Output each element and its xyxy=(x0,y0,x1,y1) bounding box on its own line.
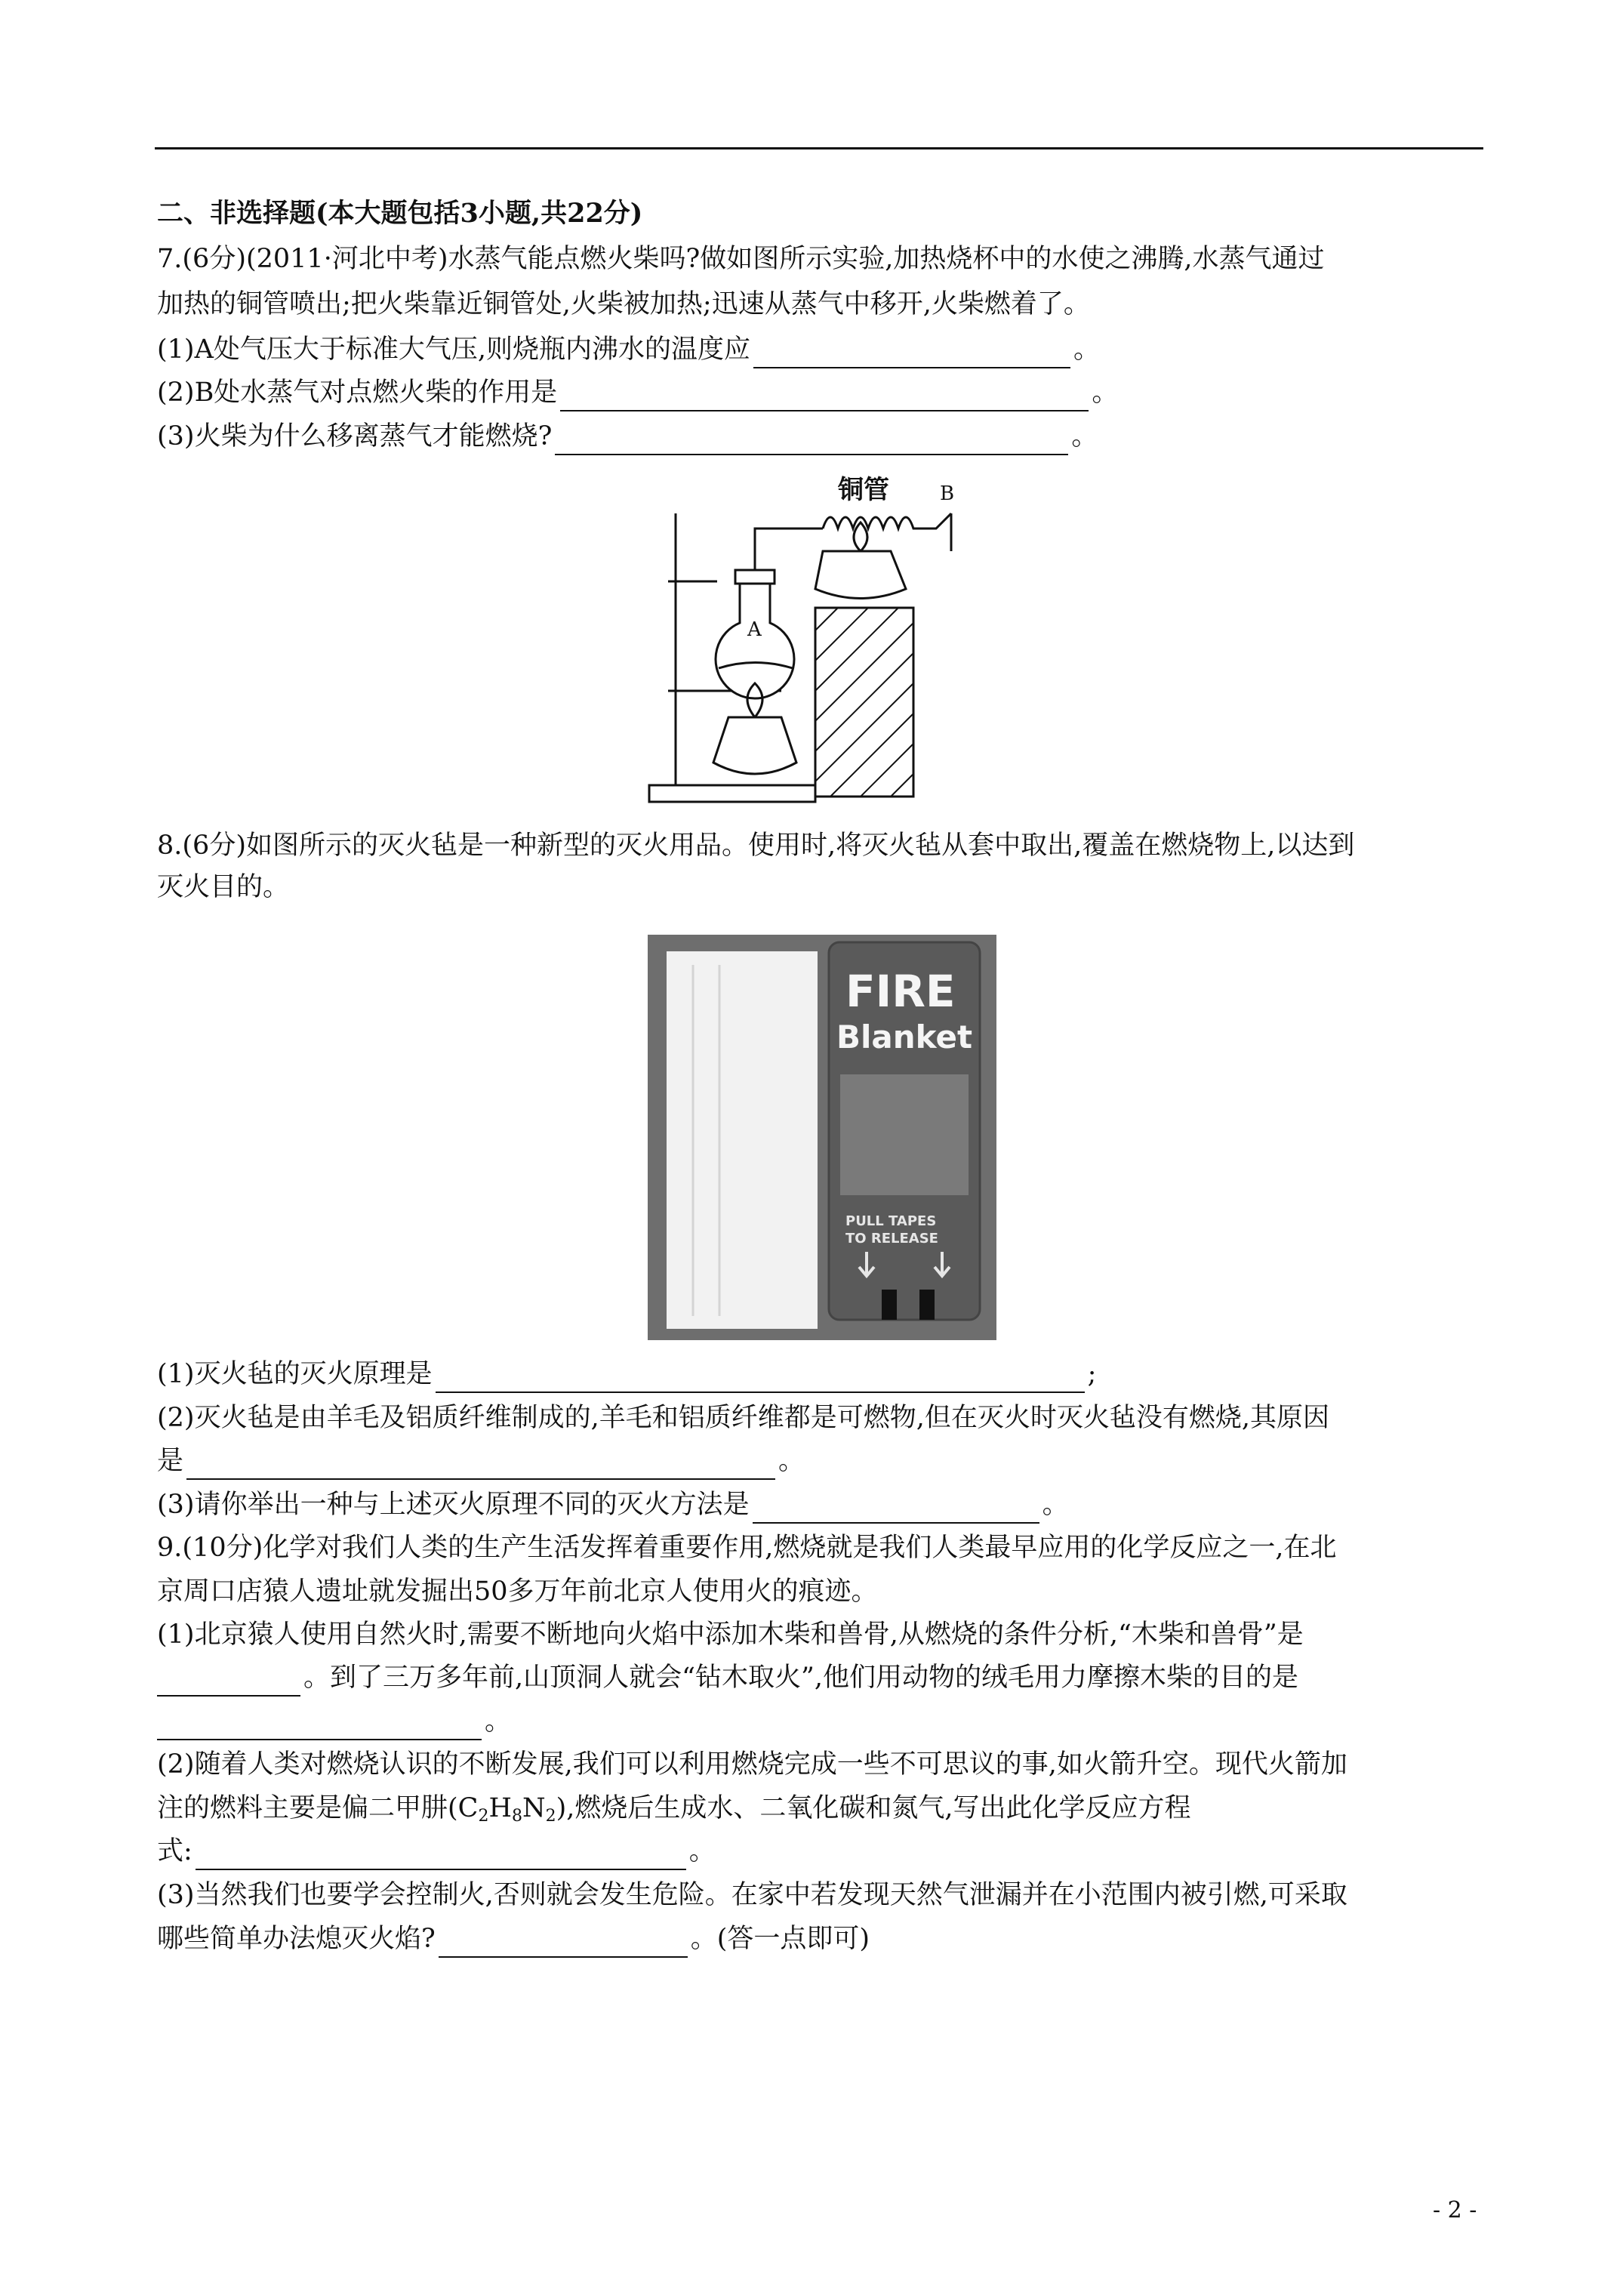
q8-sub2-blank[interactable] xyxy=(186,1450,775,1480)
q7-sub1-text: (1)A处气压大于标准大气压,则烧瓶内沸水的温度应 xyxy=(157,334,750,365)
q9-sub2-line3 xyxy=(157,1832,716,1870)
q7-sub2-blank[interactable] xyxy=(560,381,1089,411)
q7-sub3-end: 。 xyxy=(1071,421,1098,451)
q9-sub3-blank[interactable] xyxy=(439,1928,688,1958)
q9-sub1-line3 xyxy=(157,1703,511,1740)
label-b: B xyxy=(940,482,955,505)
q8-sub3-end: 。 xyxy=(1042,1490,1069,1520)
q9-sub3-note: 。(答一点即可) xyxy=(690,1924,870,1954)
q8-fire-blanket-photo xyxy=(648,935,996,1340)
formula-sub-2b: 2 xyxy=(545,1807,556,1826)
q9-sub2-blank[interactable] xyxy=(196,1840,686,1870)
q9-stem-line1: 9.(10分)化学对我们人类的生产生活发挥着重要作用,燃烧就是我们人类最早应用的化学反应之一,在北 xyxy=(157,1533,1337,1563)
q7-sub2-text: (2)B处水蒸气对点燃火柴的作用是 xyxy=(157,378,558,408)
q7-sub3-text: (3)火柴为什么移离蒸气才能燃烧? xyxy=(157,421,553,451)
q9-sub2-line2 xyxy=(157,1789,1191,1835)
q8-sub1-end: ; xyxy=(1087,1359,1097,1389)
formula-sub-8: 8 xyxy=(511,1807,522,1826)
pouch-title-blanket: Blanket xyxy=(836,1019,973,1056)
flame-right xyxy=(854,522,867,551)
q7-sub2 xyxy=(157,374,1118,411)
q7-sub1-end: 。 xyxy=(1073,334,1100,365)
q8-sub3-text: (3)请你举出一种与上述灭火原理不同的灭火方法是 xyxy=(157,1490,750,1520)
q9-sub1-line2-text: 。到了三万多年前,山顶洞人就会“钻木取火”,他们用动物的绒毛用力摩擦木柴的目的是 xyxy=(303,1663,1299,1693)
q9-sub2-line1: (2)随着人类对燃烧认识的不断发展,我们可以利用燃烧完成一些不可思议的事,如火箭升空。现代火箭加 xyxy=(157,1749,1347,1780)
q8-sub1-text: (1)灭火毡的灭火原理是 xyxy=(157,1359,433,1389)
q7-sub3-blank[interactable] xyxy=(555,425,1068,455)
q7-stem-line2: 加热的铜管喷出;把火柴靠近铜管处,火柴被加热;迅速从蒸气中移开,火柴燃着了。 xyxy=(157,289,1090,319)
q8-stem-line2: 灭火目的。 xyxy=(157,872,290,902)
q9-sub1-blank2[interactable] xyxy=(157,1710,482,1740)
formula-n: N xyxy=(522,1793,546,1823)
q8-sub2-line1: (2)灭火毡是由羊毛及铝质纤维制成的,羊毛和铝质纤维都是可燃物,但在灭火时灭火毡没有燃烧,其原因 xyxy=(157,1403,1329,1433)
q8-sub2-end: 。 xyxy=(778,1446,805,1476)
q7-sub3 xyxy=(157,418,1098,455)
q7-apparatus-figure xyxy=(634,468,981,815)
q9-sub3-line1: (3)当然我们也要学会控制火,否则就会发生危险。在家中若发现天然气泄漏并在小范围内被引燃,可采取 xyxy=(157,1880,1347,1910)
section-title: 二、非选择题(本大题包括3小题,共22分) xyxy=(157,198,643,229)
q8-sub3 xyxy=(157,1486,1069,1524)
pull-tape-left xyxy=(882,1290,897,1320)
q8-sub1-blank[interactable] xyxy=(436,1363,1085,1393)
q9-sub1-line1: (1)北京猿人使用自然火时,需要不断地向火焰中添加木柴和兽骨,从燃烧的条件分析,“木柴和兽骨”是 xyxy=(157,1620,1304,1650)
q8-sub2-prefix: 是 xyxy=(157,1446,184,1476)
alcohol-lamp-left xyxy=(713,717,796,774)
q9-sub2-end: 。 xyxy=(688,1836,716,1866)
q8-stem-line1: 8.(6分)如图所示的灭火毡是一种新型的灭火用品。使用时,将灭火毡从套中取出,覆盖在燃烧物上,以达到 xyxy=(157,831,1355,861)
copper-coil xyxy=(823,513,951,529)
page-number: - 2 - xyxy=(1433,2197,1477,2224)
q9-sub2-prefix: 注的燃料主要是偏二甲肼(C xyxy=(157,1793,479,1823)
q9-sub3-prefix: 哪些简单办法熄灭火焰? xyxy=(157,1924,436,1954)
pouch-title-fire: FIRE xyxy=(845,966,956,1017)
formula-sub-2: 2 xyxy=(478,1807,489,1826)
q8-sub3-blank[interactable] xyxy=(753,1493,1039,1524)
pull-tape-right xyxy=(919,1290,935,1320)
q9-sub1-blank1[interactable] xyxy=(157,1666,300,1697)
q7-sub1-blank[interactable] xyxy=(753,338,1070,368)
q7-sub1 xyxy=(157,331,1100,368)
stand-base xyxy=(649,785,815,802)
pouch-release-line2: TO RELEASE xyxy=(845,1231,938,1247)
formula-h: H xyxy=(488,1793,512,1823)
label-copper-tube: 铜管 xyxy=(838,475,889,505)
q8-sub1 xyxy=(157,1355,1096,1393)
alcohol-lamp-right xyxy=(815,551,906,599)
header-rule xyxy=(155,147,1483,149)
q7-stem-line1: 7.(6分)(2011·河北中考)水蒸气能点燃火柴吗?做如图所示实验,加热烧杯中的水使之沸腾,水蒸气通过 xyxy=(157,244,1325,274)
q9-sub1-line2 xyxy=(157,1659,1298,1697)
instruction-panel xyxy=(840,1074,969,1195)
flask-stopper xyxy=(735,570,775,584)
q9-sub3-line2 xyxy=(157,1920,870,1958)
white-blanket xyxy=(667,951,818,1329)
label-a: A xyxy=(747,618,762,641)
glass-tube xyxy=(755,529,823,570)
q8-sub2-line2 xyxy=(157,1442,805,1480)
q7-sub2-end: 。 xyxy=(1092,378,1119,408)
q9-sub2-line3-prefix: 式: xyxy=(157,1836,192,1866)
pouch-release-line1: PULL TAPES xyxy=(845,1213,937,1229)
q9-sub1-end: 。 xyxy=(485,1706,512,1737)
q9-stem-line2: 京周口店猿人遗址就发掘出50多万年前北京人使用火的痕迹。 xyxy=(157,1576,878,1607)
q9-sub2-suffix: ),燃烧后生成水、二氧化碳和氮气,写出此化学反应方程 xyxy=(556,1793,1191,1823)
